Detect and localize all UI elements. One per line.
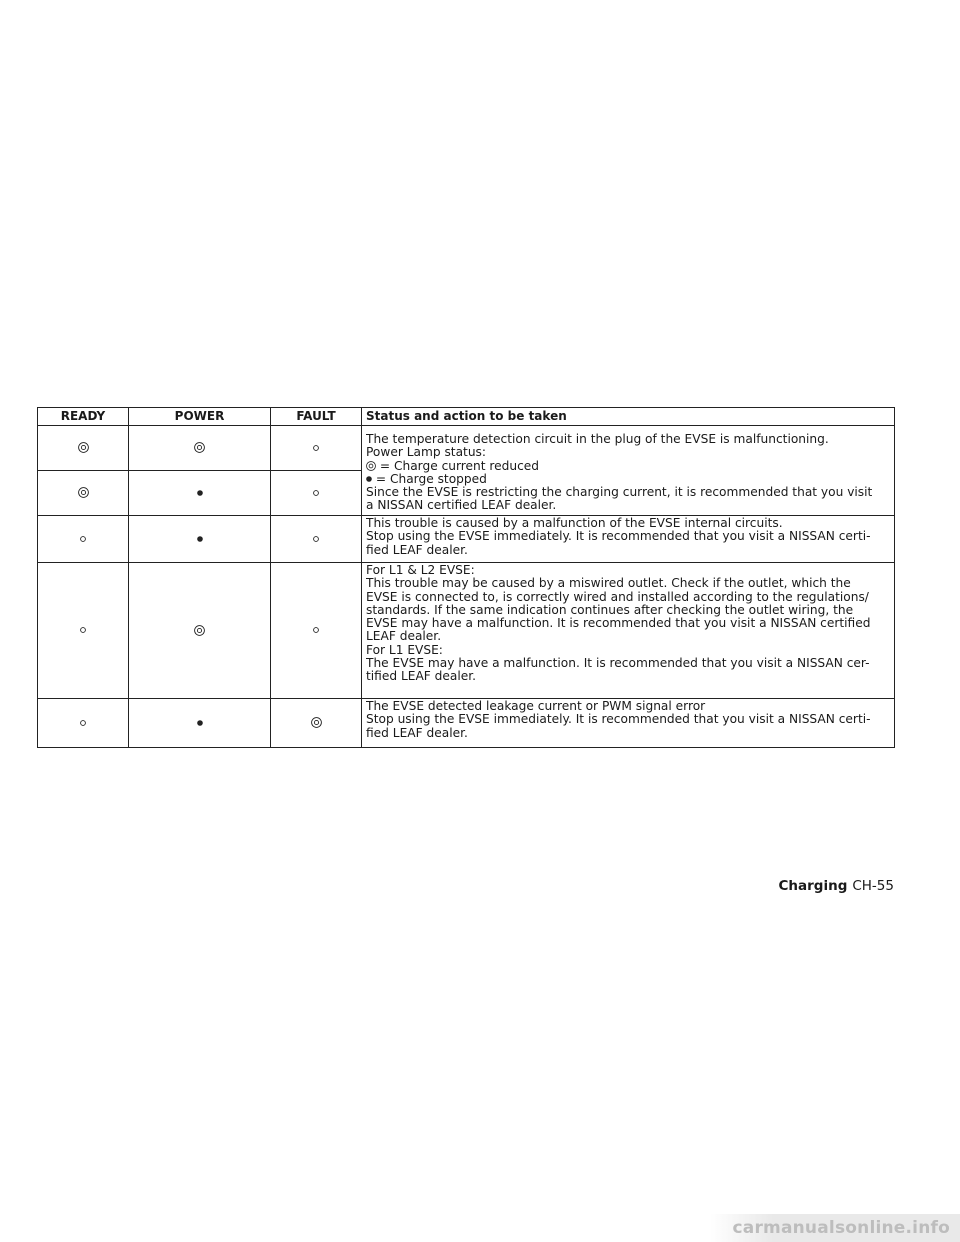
power-cell (129, 471, 271, 516)
legend-text: = Charge stopped (375, 472, 487, 486)
blinking-lamp-icon (366, 461, 376, 471)
ready-cell (38, 471, 129, 516)
lamp-off-icon (313, 536, 319, 542)
status-line: EVSE may have a malfunction. It is recommended that you visit a NISSAN certified (366, 617, 871, 631)
status-line: LEAF dealer. (366, 630, 442, 644)
status-line: For L1 & L2 EVSE: (366, 564, 475, 577)
table-row (38, 563, 895, 699)
page-footer (779, 878, 895, 894)
header-status: Status and action to be taken (362, 408, 895, 426)
blinking-lamp-icon (194, 442, 205, 453)
status-line: The EVSE detected leakage current or PWM signal error (366, 700, 706, 713)
status-line: Power Lamp status: (366, 446, 487, 460)
header-fault: FAULT (271, 408, 362, 426)
status-line: Stop using the EVSE immediately. It is recommended that you visit a NISSAN certi- (366, 713, 871, 727)
blinking-lamp-icon (194, 625, 205, 636)
watermark-text: carmanualsonline.info (732, 1218, 950, 1238)
watermark (710, 1214, 960, 1242)
lamp-off-icon (80, 627, 86, 633)
power-cell (129, 563, 271, 699)
ready-cell (38, 426, 129, 471)
lamp-on-icon (366, 476, 372, 482)
table-header-row (38, 408, 895, 426)
status-line: standards. If the same indication continues after checking the outlet wiring, the (366, 603, 854, 617)
blinking-lamp-icon (78, 442, 89, 453)
lamp-off-icon (80, 536, 86, 542)
status-line: The EVSE may have a malfunction. It is recommended that you visit a NISSAN cer- (366, 657, 870, 671)
legend-text: = Charge current reduced (379, 459, 540, 473)
status-cell (362, 563, 895, 699)
status-line: fied LEAF dealer. (366, 726, 468, 740)
fault-cell (271, 426, 362, 471)
blinking-lamp-icon (78, 487, 89, 498)
header-ready: READY (38, 408, 129, 426)
status-line: fied LEAF dealer. (366, 543, 468, 557)
lamp-on-icon (197, 536, 203, 542)
lamp-on-icon (197, 720, 203, 726)
status-line (366, 473, 888, 486)
header-power: POWER (129, 408, 271, 426)
fault-cell (271, 563, 362, 699)
power-cell (129, 699, 271, 748)
power-cell (129, 516, 271, 563)
status-line: Stop using the EVSE immediately. It is recommended that you visit a NISSAN certi- (366, 530, 871, 544)
status-line: Since the EVSE is restricting the charging current, it is recommended that you visit (366, 486, 873, 500)
table-row (38, 426, 895, 471)
status-line: This trouble is caused by a malfunction of the EVSE internal circuits. (366, 517, 783, 530)
status-line: This trouble may be caused by a miswired outlet. Check if the outlet, which the (366, 577, 851, 591)
evse-status-table (37, 407, 895, 748)
lamp-off-icon (313, 445, 319, 451)
blinking-lamp-icon (311, 717, 322, 728)
table-row (38, 699, 895, 748)
power-cell (129, 426, 271, 471)
section-title: Charging (778, 878, 848, 894)
table-row (38, 516, 895, 563)
lamp-off-icon (80, 720, 86, 726)
status-line: The temperature detection circuit in the plug of the EVSE is malfunctioning. (366, 433, 829, 446)
status-cell (362, 516, 895, 563)
fault-cell (271, 699, 362, 748)
status-cell (362, 699, 895, 748)
status-line: tified LEAF dealer. (366, 670, 477, 684)
lamp-off-icon (313, 627, 319, 633)
ready-cell (38, 563, 129, 699)
status-line (366, 460, 888, 473)
ready-cell (38, 516, 129, 563)
lamp-off-icon (313, 490, 319, 496)
status-line: a NISSAN certified LEAF dealer. (366, 499, 557, 513)
ready-cell (38, 699, 129, 748)
fault-cell (271, 471, 362, 516)
page-number: CH-55 (852, 878, 894, 894)
status-line: EVSE is connected to, is correctly wired and installed according to the regulations/ (366, 590, 869, 604)
lamp-on-icon (197, 490, 203, 496)
status-line: For L1 EVSE: (366, 643, 443, 657)
status-cell (362, 426, 895, 516)
fault-cell (271, 516, 362, 563)
